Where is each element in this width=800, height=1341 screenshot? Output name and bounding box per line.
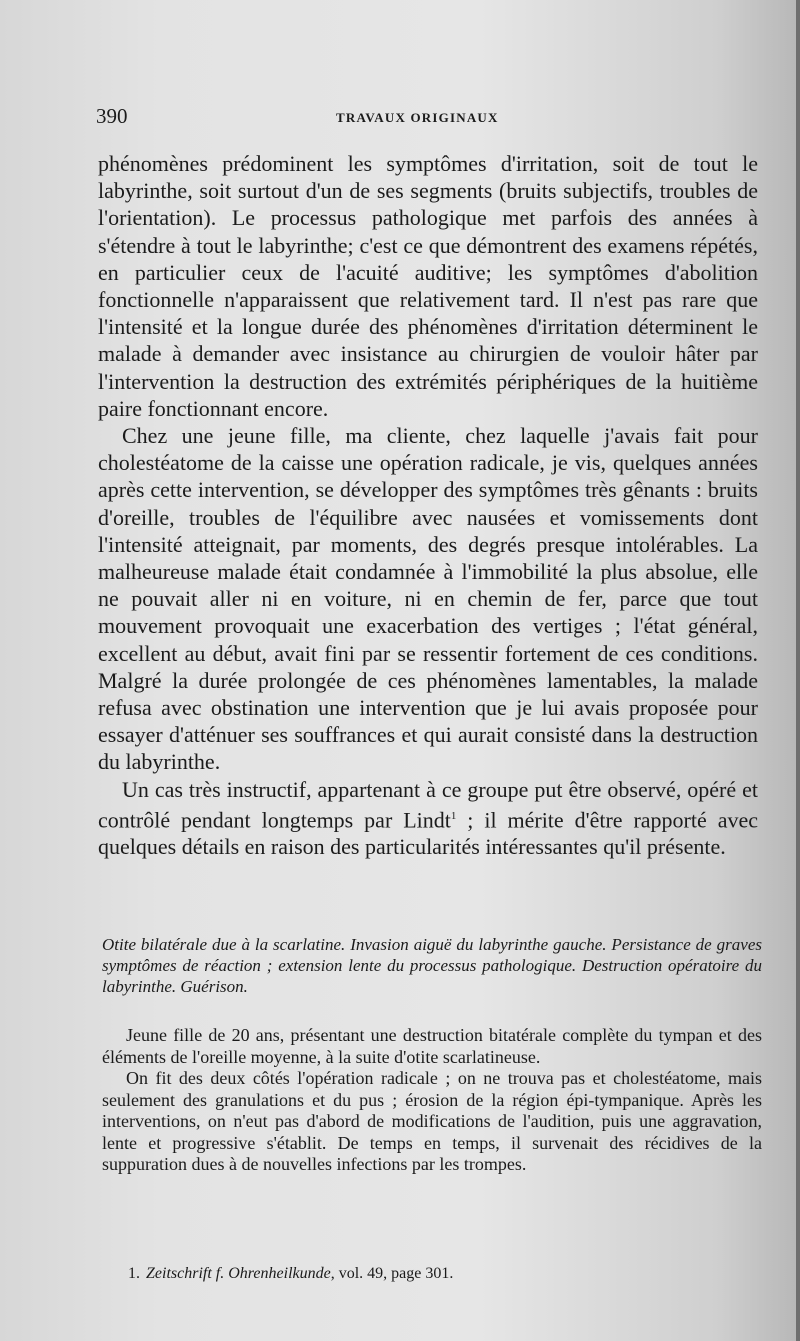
footnote-marker: 1	[450, 809, 457, 822]
paragraph-2: Chez une jeune fille, ma cliente, chez laquelle j'avais fait pour cholestéatome de la caisse une opération radicale, je vis, quelques années après cette intervention, se développer des symptômes très gênants : bruits d'oreille, troubles de l'équilibre avec nausées et vomissements dont l'intensité atteignait, par moments, des degrés presque intolérables. La malheureuse malade était condamnée à l'immobilité la plus absolue, elle ne pouvait aller ni en voiture, ni en chemin de fer, parce que tout mouvement provoquait une exacerbation des vertiges ; l'état général, excellent au début, avait fini par se ressentir fortement de ces conditions. Malgré la durée prolongée de ces phénomènes lamentables, la malade refusa avec obstination une intervention que je lui avais proposée pour essayer d'atténuer ses souffrances et qui aurait consisté dans la destruction du labyrinthe.	[98, 423, 758, 775]
footnote-number: 1.	[128, 1265, 140, 1282]
case-paragraph-2: On fit des deux côtés l'opération radicale ; on ne trouva pas et cholestéatome, mais seulement des granulations et du pus ; érosion de la région épi-tympanique. Après les interventions, on n'eut pas d'abord de modifications de l'audition, puis une aggravation, lente et progressive s'établit. De temps en temps, il survenait des récidives de la suppuration dues à de nouvelles infections par les trompes.	[102, 1068, 762, 1174]
case-title: Otite bilatérale due à la scarlatine. Invasion aiguë du labyrinthe gauche. Persistance de graves symptômes de réaction ; extension lente du processus pathologique. Destruction opératoire du labyrinthe. Guérison.	[102, 935, 762, 996]
main-text	[98, 150, 758, 861]
footnote-journal: Zeitschrift f. Ohrenheilkunde	[146, 1265, 331, 1282]
paragraph-3	[98, 776, 758, 861]
running-head	[0, 104, 796, 134]
case-body	[102, 1025, 762, 1176]
paragraph-3-text: Un cas très instructif, appartenant à ce groupe put être observé, opéré et contrôlé pendant longtemps par Lindt	[98, 776, 758, 833]
paragraph-1: phénomènes prédominent les symptômes d'irritation, soit de tout le labyrinthe, soit surtout d'un de ses segments (bruits subjectifs, troubles de l'orientation). Le processus pathologique met parfois des années à s'étendre à tout le labyrinthe; c'est ce que démontrent des examens répétés, en particulier ceux de l'acuité auditive; les symptômes d'abolition fonctionnelle n'apparaissent que relativement tard. Il n'est pas rare que l'intensité et la longue durée des phénomènes d'irritation déterminent le malade à demander avec insistance au chirurgien de vouloir hâter par l'intervention la destruction des extrémités périphériques de la huitième paire fonctionnant encore.	[98, 151, 758, 421]
footnote-details: , vol. 49, page 301.	[330, 1265, 454, 1282]
page-number: 390	[96, 104, 128, 128]
case-paragraph-1: Jeune fille de 20 ans, présentant une destruction bitatérale complète du tympan et des éléments de l'oreille moyenne, à la suite d'otite scarlatineuse.	[102, 1025, 762, 1067]
paragraph-3-text-cont: ; il mérite d'être rapporté avec quelques détails en raison des particularités intéressantes qu'il présente.	[98, 807, 758, 860]
running-head-title: TRAVAUX ORIGINAUX	[336, 110, 499, 125]
footnote	[128, 1265, 748, 1283]
